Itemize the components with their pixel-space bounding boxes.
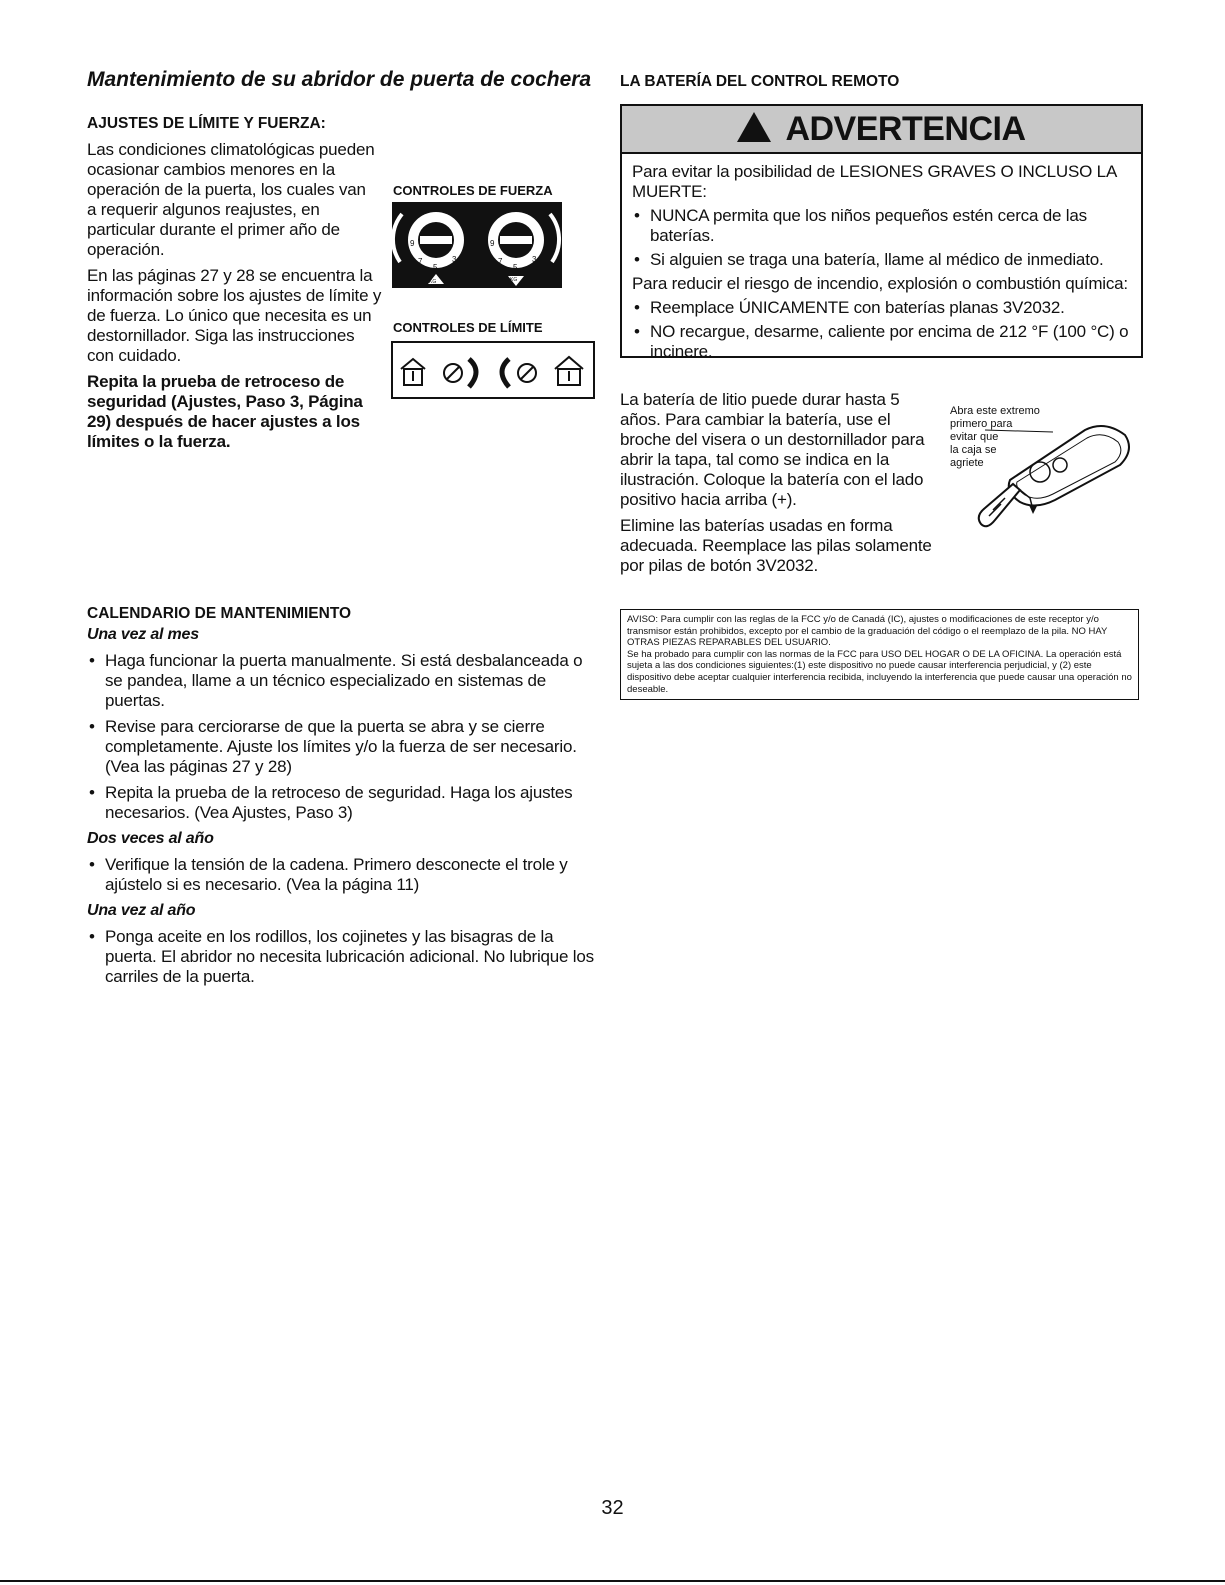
list-item: • Revise para cerciorarse de que la puerta se abra y se cierre completamente. Ajuste los límites y/o la fuerza de ser necesario. (Vea las páginas 27 y 28) xyxy=(87,717,597,777)
force-controls-illustration xyxy=(392,202,562,288)
list-item: • Verifique la tensión de la cadena. Primero desconecte el trole y ajústelo si es necesario. (Vea la página 11) xyxy=(87,855,597,895)
page-bottom-rule xyxy=(0,1580,1225,1582)
remote-control-illustration xyxy=(975,410,1140,540)
warning-content xyxy=(622,154,1141,362)
fcc-notice-1: AVISO: Para cumplir con las reglas de la FCC y/o de Canadá (IC), ajustes o modificaciones de este receptor y/o transmisor están prohibidos, excepto por el cambio de la graduación del código o el reemplazo de la pila. NO HAY OTRAS PIEZAS REPARABLES DEL USUARIO. xyxy=(627,614,1108,649)
list-item: • Ponga aceite en los rodillos, los cojinetes y las bisagras de la puerta. El abridor no necesita lubricación adicional. No lubrique los carriles de la puerta. xyxy=(87,927,597,987)
warning-box xyxy=(620,104,1143,361)
dial-num-9b: 9 xyxy=(490,239,495,248)
illustration-label-line-1: Abra este extremo xyxy=(950,405,1040,417)
battery-paragraph-1: La batería de litio puede durar hasta 5 años. Para cambiar la batería, use el broche del visera o un destornillador para abrir la tapa, tal como se indica en la ilustración. Coloque la batería con el lado positivo hacia arriba (+). xyxy=(620,390,925,509)
dial-num-5b: 5 xyxy=(513,263,518,272)
schedule-block xyxy=(87,625,597,987)
list-item: • Repita la prueba de la retroceso de seguridad. Haga los ajustes necesarios. (Vea Ajustes, Paso 3) xyxy=(87,783,597,823)
dial-num-3b: 3 xyxy=(532,255,537,264)
battery-paragraph-2: Elimine las baterías usadas en forma adecuada. Reemplace las pilas solamente por pilas de botón 3V2032. xyxy=(620,516,932,575)
warning-intro-2: Para reducir el riesgo de incendio, explosión o combustión química: xyxy=(632,274,1128,293)
dial-num-7b: 7 xyxy=(498,257,503,266)
illustration-label-line-5: agriete xyxy=(950,457,984,469)
list-item: • Reemplace ÚNICAMENTE con baterías planas 3V2032. xyxy=(632,298,1131,318)
warning-title: ADVERTENCIA xyxy=(785,109,1026,148)
limits-paragraph-2: En las páginas 27 y 28 se encuentra la información sobre los ajustes de límite y de fuerza. Lo único que necesita es un destornillador. Siga las instrucciones con cuidado. xyxy=(87,266,382,365)
limits-heading: AJUSTES DE LÍMITE Y FUERZA: xyxy=(87,115,326,132)
limits-paragraph-3: Repita la prueba de retroceso de seguridad (Ajustes, Paso 3, Página 29) después de hacer ajustes a los límites o la fuerza. xyxy=(87,372,363,451)
limits-paragraph-1: Las condiciones climatológicas pueden ocasionar cambios menores en la operación de la puerta, los cuales van a requerir algunos reajustes, en particular durante el primer año de operación. xyxy=(87,140,375,259)
force-controls-caption: CONTROLES DE FUERZA xyxy=(393,183,553,198)
limits-text-block xyxy=(87,140,382,452)
illustration-label-line-4: la caja se xyxy=(950,444,997,456)
dial-num-7a: 7 xyxy=(418,257,423,266)
twice-yearly-list xyxy=(87,855,597,895)
illustration-label-line-2: primero para xyxy=(950,418,1013,430)
dial-num-3a: 3 xyxy=(452,255,457,264)
list-item: • NUNCA permita que los niños pequeños estén cerca de las baterías. xyxy=(632,206,1131,246)
warning-list-1 xyxy=(632,206,1131,270)
yearly-label: Una vez al año xyxy=(87,902,196,919)
monthly-label: Una vez al mes xyxy=(87,626,199,643)
list-item: • NO recargue, desarme, caliente por encima de 212 °F (100 °C) o incinere. xyxy=(632,322,1131,362)
warning-header xyxy=(622,106,1141,154)
list-item: • Si alguien se traga una batería, llame al médico de inmediato. xyxy=(632,250,1131,270)
page-number: 32 xyxy=(601,1497,624,1519)
battery-text-block xyxy=(620,390,940,576)
yearly-list xyxy=(87,927,597,987)
battery-heading: LA BATERÍA DEL CONTROL REMOTO xyxy=(620,73,900,90)
list-item: • Haga funcionar la puerta manualmente. Si está desbalanceada o se pandea, llame a un técnico especializado en sistemas de puertas. xyxy=(87,651,597,711)
kg-label-a: KG xyxy=(429,279,437,285)
dial-num-9a: 9 xyxy=(410,239,415,248)
fcc-notice-2: Se ha probado para cumplir con las normas de la FCC para USO DEL HOGAR O DE LA OFICINA. La operación está sujeta a las dos condiciones siguientes:(1) este dispositivo no puede causar interferencia perjudicial, y (2) este dispositivo debe aceptar cualquier interferencia recibida, incluyendo la interferencia que puede causar una operación no deseable. xyxy=(627,648,1132,695)
limit-controls-caption: CONTROLES DE LÍMITE xyxy=(393,320,543,335)
fcc-notice-box xyxy=(620,609,1139,700)
limit-controls-illustration xyxy=(391,341,595,399)
illustration-label-line-3: evitar que xyxy=(950,431,999,443)
page-title: Mantenimiento de su abridor de puerta de cochera xyxy=(87,68,592,91)
warning-triangle-icon xyxy=(737,112,771,142)
twice-yearly-label: Dos veces al año xyxy=(87,830,214,847)
schedule-heading: CALENDARIO DE MANTENIMIENTO xyxy=(87,605,352,622)
dial-num-5a: 5 xyxy=(433,263,438,272)
warning-intro: Para evitar la posibilidad de LESIONES GRAVES O INCLUSO LA MUERTE: xyxy=(632,162,1117,201)
kg-label-b: KG xyxy=(510,277,518,283)
warning-list-2 xyxy=(632,298,1131,362)
monthly-list xyxy=(87,651,597,823)
